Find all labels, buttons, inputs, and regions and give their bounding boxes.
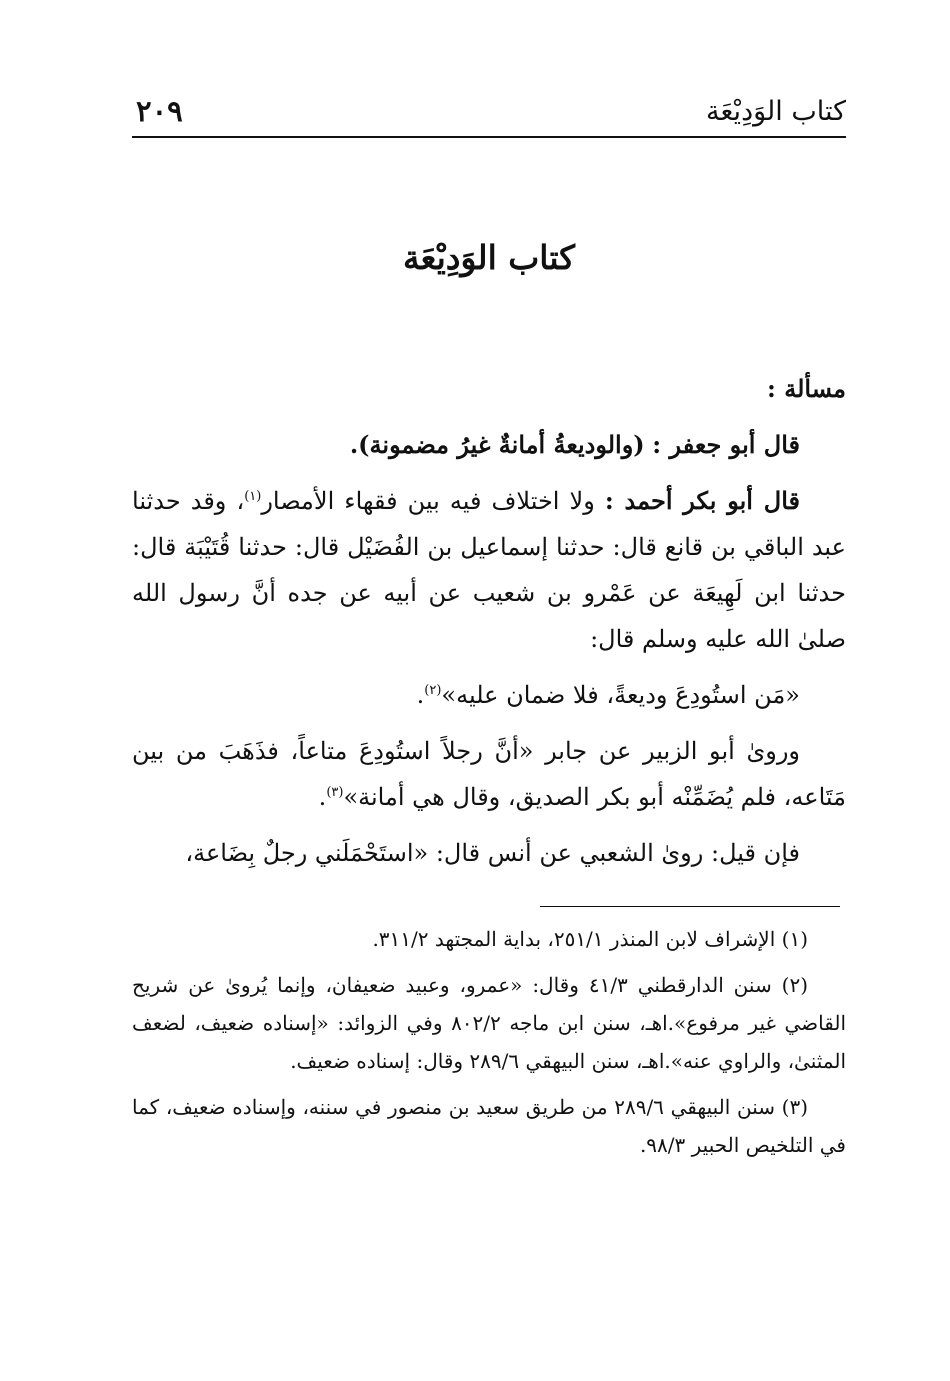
page-number: ٢٠٩	[136, 94, 183, 128]
footnote-ref: (٢)	[424, 683, 442, 698]
footnote-ref: (١)	[244, 489, 262, 504]
punctuation: .	[416, 681, 425, 709]
speaker-label: قال أبو بكر أحمد :	[604, 486, 800, 515]
speaker-label: قال أبو جعفر :	[652, 430, 800, 459]
footnote-separator	[540, 906, 840, 907]
paragraph-abu-bakr	[132, 478, 846, 662]
hadith-text: «مَن استُودِعَ وديعةً، فلا ضمان عليه»	[441, 681, 800, 709]
paragraph-text: ولا اختلاف فيه بين فقهاء الأمصار	[261, 487, 595, 515]
paragraph-objection: فإن قيل: روىٰ الشعبي عن أنس قال: «استَحْمَلَني رجلٌ بِضَاعة،	[185, 839, 800, 867]
paragraph-text: وروىٰ أبو الزبير عن جابر «أنَّ رجلاً استُودِعَ متاعاً، فذَهَبَ من بين مَتَاعه، فلم يُضَمِّنْه أبو بكر الصديق، وقال هي أمانة»	[132, 737, 846, 811]
chapter-title: كتاب الوَدِيْعَة	[402, 238, 576, 277]
punctuation: .	[318, 783, 327, 811]
paragraph-abu-jafar	[132, 422, 846, 468]
quoted-text: (والوديعةُ أمانةٌ غيرُ مضمونة).	[349, 430, 645, 459]
footnotes	[132, 920, 846, 1172]
paragraph-text: ، وقد حدثنا عبد الباقي بن قانع قال: حدثنا إسماعيل بن الفُضَيْل قال: حدثنا قُتَيْبَة قال: حدثنا ابن لَهِيعَة عن عَمْرو بن شعيب عن أبيه عن جده أنَّ رسول الله صلىٰ الله عليه وسلم قال:	[132, 487, 846, 653]
footnote-1: (١) الإشراف لابن المنذر ٢٥١/١، بداية المجتهد ٣١١/٢.	[372, 927, 808, 951]
running-header-title: كتاب الوَدِيْعَة	[706, 96, 846, 127]
footnote-ref: (٣)	[326, 785, 344, 800]
paragraph-jabir	[132, 728, 846, 820]
main-text	[132, 366, 846, 886]
hadith-quote	[132, 672, 846, 718]
running-header	[132, 92, 846, 138]
masala-heading: مسألة :	[767, 374, 846, 403]
footnote-3: (٣) سنن البيهقي ٢٨٩/٦ من طريق سعيد بن منصور في سننه، وإسناده ضعيف، كما في التلخيص الحبير ٩٨/٣.	[132, 1095, 846, 1157]
footnote-2: (٢) سنن الدارقطني ٤١/٣ وقال: «عمرو، وعبيد ضعيفان، وإنما يُروىٰ عن شريح القاضي غير مرفوع».اهـ، سنن ابن ماجه ٨٠٢/٢ وفي الزوائد: «إسناده ضعيف، لضعف المثنىٰ، والراوي عنه».اهـ، سنن البيهقي ٢٨٩/٦ وقال: إسناده ضعيف.	[132, 973, 847, 1073]
